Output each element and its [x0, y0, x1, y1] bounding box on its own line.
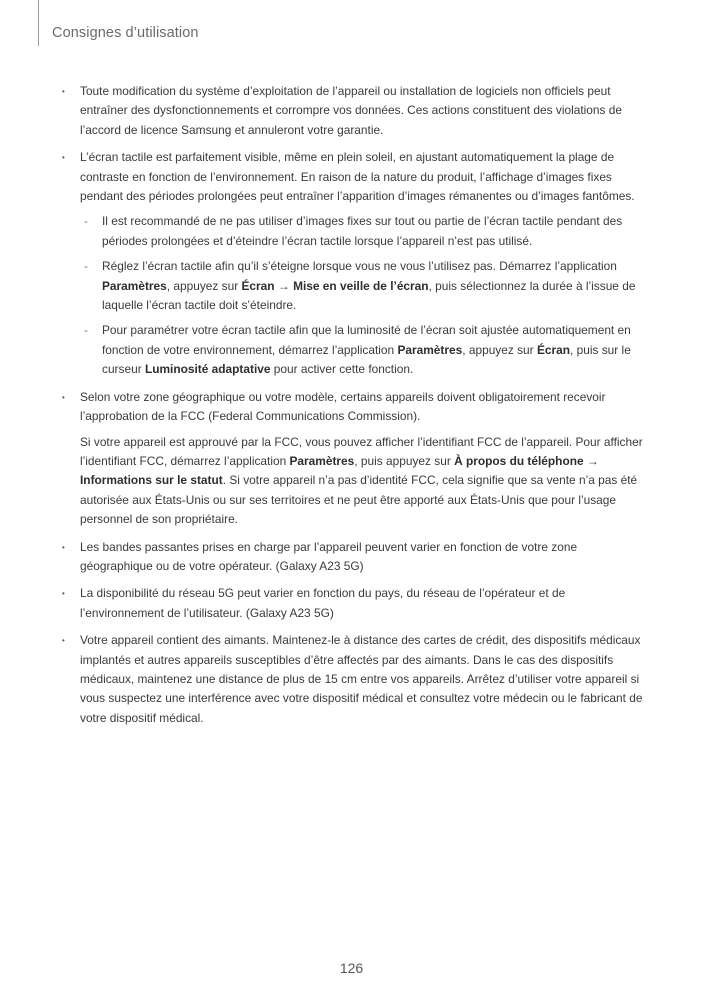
sub-list — [80, 212, 652, 379]
bullet-text: • Toute modification du système d’exploitation de l’appareil ou installation de logiciels non officiels peut entraîner des dysfonctionnements et corrompre vos données. Ces actions constituent des violations de l’accord de licence Samsung et annuleront votre garantie. — [80, 84, 622, 137]
settings-app-name: Paramètres — [397, 342, 463, 357]
bullet-item-5g-availability — [62, 584, 652, 623]
bullet-item-os-modification — [62, 82, 652, 140]
adaptive-brightness-label: Luminosité adaptative — [144, 362, 271, 377]
bullet-text: • Selon votre zone géographique ou votre modèle, certains appareils doivent obligatoirement recevoir l’approbation de la FCC (Federal Communications Commission). — [80, 389, 606, 424]
bullet-item-touchscreen — [62, 148, 652, 379]
bullet-item-fcc — [62, 388, 652, 530]
paragraph-text: . Si votre appareil n’a pas d’identité FCC, cela signifie que sa vente n’a pas été autorisée aux États-Unis ou sur ses territoires et ne peut être apporté aux États-Unis que pour l’usage personnel de son propriétaire. — [80, 473, 638, 527]
page-content — [62, 82, 652, 736]
settings-app-name: Paramètres — [102, 278, 167, 293]
sub-item-adaptive-brightness — [80, 321, 652, 379]
sub-item-screen-timeout — [80, 257, 652, 315]
bullet-text: • L’écran tactile est parfaitement visible, même en plein soleil, en ajustant automatiquement la plage de contraste en fonction de l’environnement. En raison de la nature du produit, l’affichage d’images fixes pendant des périodes prolongées peut entraîner l’apparition d’images rémanentes ou d’images fantômes. — [80, 150, 635, 204]
bullet-item-frequency-bands — [62, 538, 652, 577]
bullet-text: • La disponibilité du réseau 5G peut varier en fonction du pays, du réseau de l’opérateur et de l’environnement de l’utilisateur. (Galaxy A23 5G) — [80, 586, 566, 620]
sub-text: , puis sélectionnez la durée à l’issue de laquelle l’écran tactile doit s’éteindre. — [102, 278, 636, 313]
display-menu-label: Écran — [536, 342, 571, 357]
sub-text: Réglez l’écran tactile afin qu’il s’éteigne lorsque vous ne vous l’utilisez pas. Démarrez l’application — [102, 259, 617, 274]
sub-text: pour activer cette fonction. — [270, 362, 414, 377]
sub-item-fixed-images — [80, 212, 652, 251]
bullet-text: • Votre appareil contient des aimants. Maintenez-le à distance des cartes de crédit, des dispositifs médicaux implantés et autres appareils susceptibles d’être affectés par des aimants. Dans le cas des dispositifs médicaux, maintenez une distance de plus de 15 cm entre vos appareils. Arrêtez d’utiliser votre appareil si vous suspectez une interférence avec votre dispositif médical et consultez votre médecin ou le fabricant de votre dispositif médical. — [80, 633, 643, 725]
header-divider — [38, 0, 39, 46]
arrow-separator: → — [583, 453, 599, 468]
about-phone-label: À propos du téléphone — [454, 453, 584, 468]
sub-text: , appuyez sur — [462, 342, 537, 357]
bullet-text: • Les bandes passantes prises en charge par l’appareil peuvent varier en fonction de votre zone géographique ou de votre opérateur. (Galaxy A23 5G) — [80, 539, 578, 573]
bullet-paragraph — [80, 433, 652, 530]
settings-app-name: Paramètres — [289, 453, 355, 468]
sub-text: , puis sur le curseur — [102, 342, 631, 377]
sub-text: Pour paramétrer votre écran tactile afin que la luminosité de l’écran soit ajustée automatiquement en fonction de votre environnement, démarrez l’application — [102, 323, 631, 357]
sub-text: , appuyez sur — [166, 278, 242, 293]
sub-text: Il est recommandé de ne pas utiliser d’images fixes sur tout ou partie de l’écran tactile pendant des périodes prolongées et d’éteindre l’écran tactile lorsque l’appareil n’est pas utilisé. — [102, 214, 623, 248]
bullet-item-magnets — [62, 631, 652, 728]
section-title: Consignes d’utilisation — [52, 25, 199, 41]
screen-timeout-label: Mise en veille de l’écran — [293, 278, 429, 293]
page-number: 126 — [339, 960, 364, 976]
display-menu-label: Écran — [241, 278, 275, 293]
status-information-label: Informations sur le statut — [80, 473, 223, 488]
paragraph-text: , puis appuyez sur — [354, 453, 455, 468]
paragraph-text: Si votre appareil est approuvé par la FCC, vous pouvez afficher l’identifiant FCC de l’appareil. Pour afficher l’identifiant FCC, démarrez l’application — [80, 434, 643, 468]
arrow-separator: → — [274, 278, 294, 293]
